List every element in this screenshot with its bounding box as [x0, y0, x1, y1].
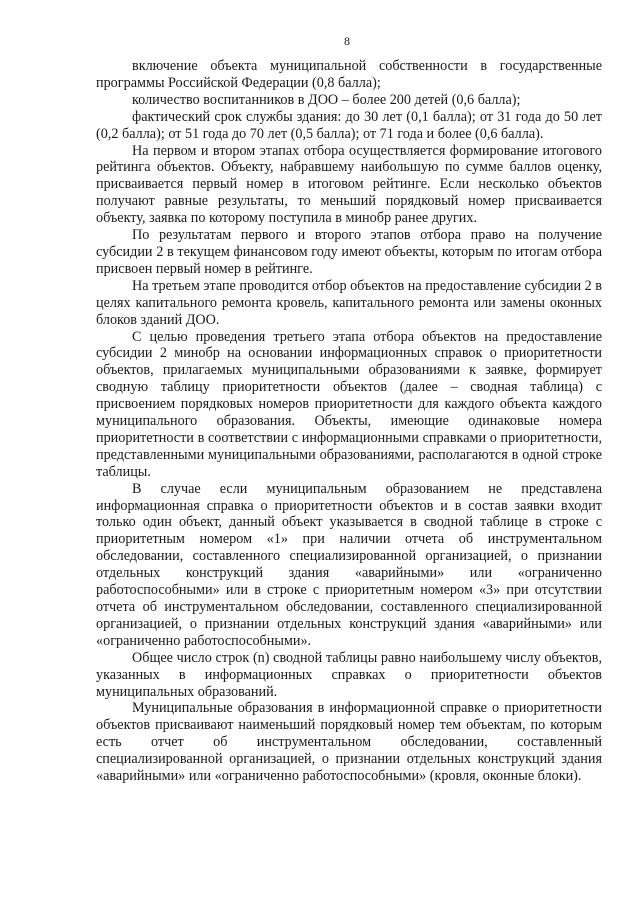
paragraph-rows-count: Общее число строк (n) сводной таблицы равно наибольшему числу объектов, указанных в информационных справках о приоритетности объектов муниципальных образований. [96, 649, 602, 700]
document-body [96, 58, 602, 785]
paragraph-single-object-case: В случае если муниципальным образованием не представлена информационная справка о приоритетности объектов и в состав заявки входит только один объект, данный объект указывается в сводной таблице в строке с приоритетным номером «1» при наличии отчета об инструментальном обследовании, составленного специализированной организацией, о признании отдельных конструкций здания «аварийными» или «ограниченно работоспособными» или в строке с приоритетным номером «3» при отсутствии отчета об инструментальном обследовании, составленного специализированной организацией, о признании отдельных конструкций здания «аварийными» или «ограниченно работоспособными». [96, 480, 602, 649]
paragraph-rating-formation: На первом и втором этапах отбора осуществляется формирование итогового рейтинга объектов. Объекту, набравшему наибольшую по сумме баллов оценку, присваивается первый номер в итоговом рейтинге. Если несколько объектов получают равные результаты, то меньший порядковый номер присваивается объекту, заявка по которому поступила в минобр ранее других. [96, 142, 602, 227]
paragraph-criterion-state-programs: включение объекта муниципальной собственности в государственные программы Российской Федерации (0,8 балла); [96, 58, 602, 91]
paragraph-criterion-pupils: количество воспитанников в ДОО – более 200 детей (0,6 балла); [132, 91, 521, 108]
paragraph-summary-table: С целью проведения третьего этапа отбора объектов на предоставление субсидии 2 минобр на основании информационных справок о приоритетности объектов, прилагаемых муниципальными образованиями к заявке, формирует сводную таблицу приоритетности объектов (далее – сводная таблица) с присвоением порядковых номеров приоритетности для каждого объекта каждого муниципального образования. Объекты, имеющие одинаковые номера приоритетности в соответствии с информационными справками о приоритетности, представленными муниципальными образованиями, располагаются в одной строке таблицы. [96, 328, 602, 480]
paragraph-third-stage: На третьем этапе проводится отбор объектов на предоставление субсидии 2 в целях капитального ремонта кровель, капитального ремонта или замены оконных блоков зданий ДОО. [96, 277, 602, 328]
paragraph-lowest-number: Муниципальные образования в информационной справке о приоритетности объектов присваивают наименьший порядковый номер тем объектам, по которым есть отчет об инструментальном обследовании, составленный специализированной организацией, о признании отдельных конструкций здания «аварийными» или «ограниченно работоспособными» (кровля, оконные блоки). [96, 700, 602, 785]
paragraph-criterion-service-life: фактический срок службы здания: до 30 лет (0,1 балла); от 31 года до 50 лет (0,2 балла); от 51 года до 70 лет (0,5 балла); от 71 года и более (0,6 балла). [96, 108, 602, 142]
page-number: 8 [344, 34, 350, 48]
paragraph-subsidy-right: По результатам первого и второго этапов отбора право на получение субсидии 2 в текущем финансовом году имеют объекты, которым по итогам отбора присвоен первый номер в рейтинге. [96, 227, 602, 277]
